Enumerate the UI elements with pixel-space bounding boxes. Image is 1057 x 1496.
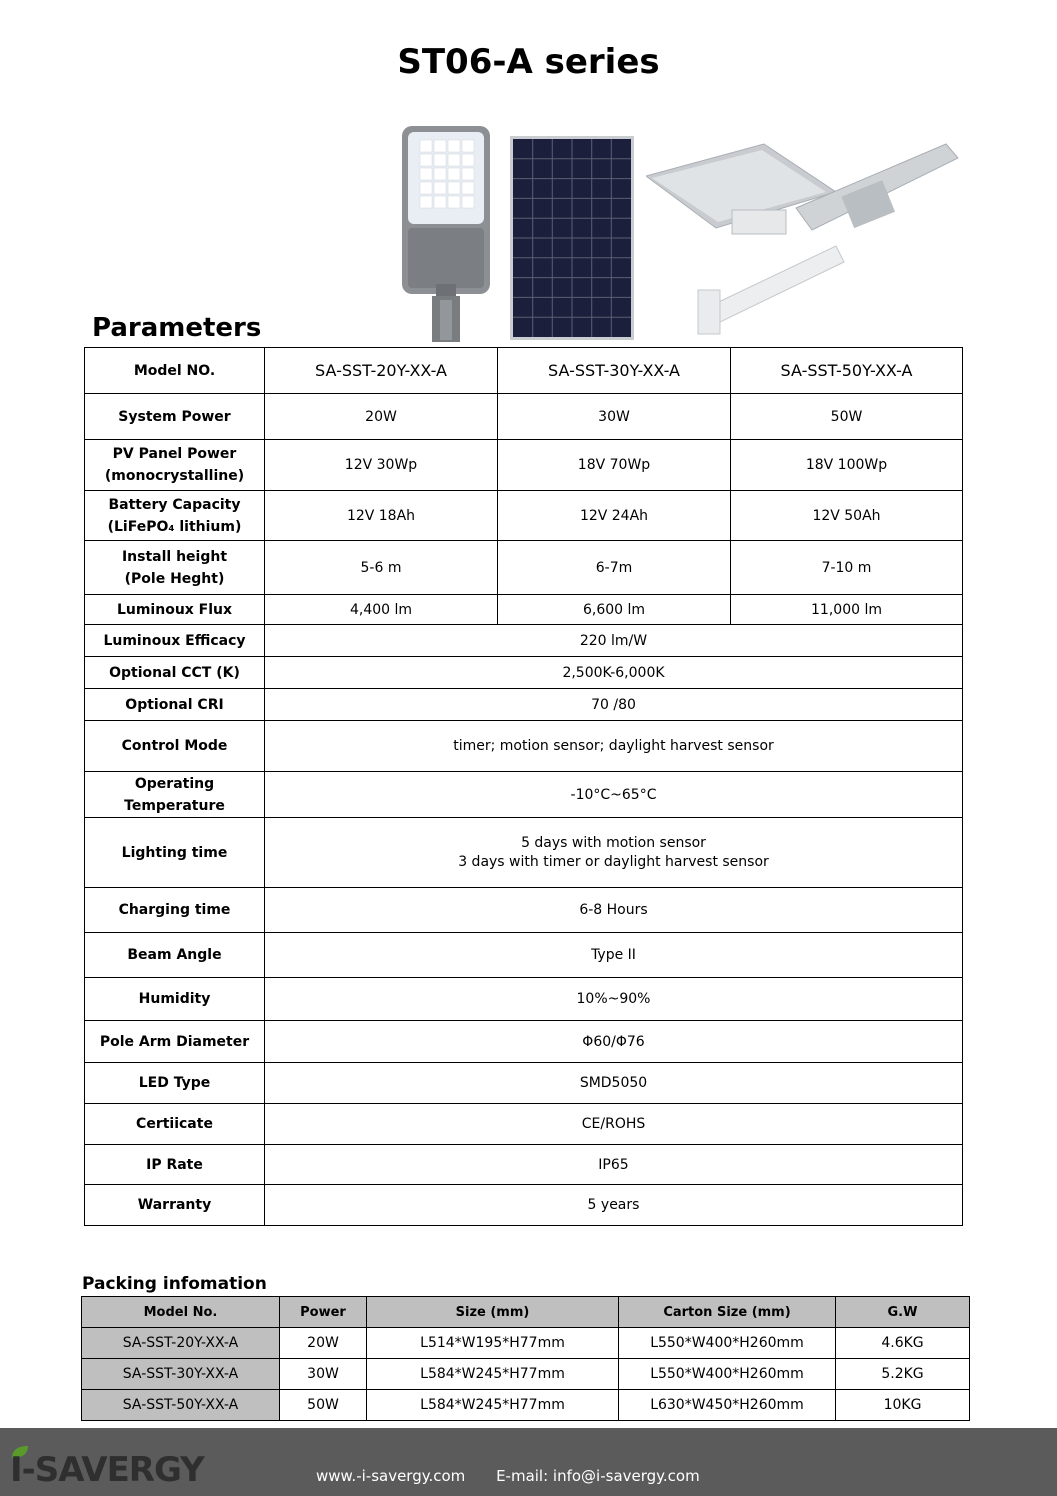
table-row	[85, 1185, 963, 1226]
luminous-flux-label: Luminoux Flux	[85, 595, 265, 625]
table-row	[85, 541, 963, 595]
table-row	[85, 689, 963, 721]
battery-label-line2: (LiFePO₄ lithium)	[107, 518, 242, 535]
table-row	[85, 772, 963, 818]
system-power-value: 20W	[265, 394, 498, 440]
system-power-label: System Power	[85, 394, 265, 440]
model-30y: SA-SST-30Y-XX-A	[498, 348, 731, 394]
table-row	[85, 440, 963, 491]
charging-time-value: 6-8 Hours	[265, 888, 963, 933]
pv-panel-label-line2: (monocrystalline)	[104, 468, 245, 484]
table-row	[85, 1021, 963, 1063]
led-type-label: LED Type	[85, 1063, 265, 1104]
packing-gw: 4.6KG	[836, 1328, 970, 1359]
table-row	[85, 978, 963, 1021]
packing-carton: L630*W450*H260mm	[619, 1390, 836, 1421]
table-row	[85, 1063, 963, 1104]
solar-panel-image	[510, 136, 634, 340]
lamp-head-image	[398, 124, 494, 344]
company-logo: I-SAVERGY	[10, 1450, 204, 1490]
packing-header-gw: G.W	[836, 1297, 970, 1328]
lighting-time-line2: 3 days with timer or daylight harvest sensor	[458, 853, 769, 870]
table-row	[85, 888, 963, 933]
packing-size: L514*W195*H77mm	[367, 1328, 619, 1359]
table-row	[85, 657, 963, 689]
footer-contact	[316, 1467, 726, 1485]
pv-panel-value: 18V 70Wp	[498, 440, 731, 491]
table-row	[85, 818, 963, 888]
cct-value: 2,500K-6,000K	[265, 657, 963, 689]
ip-rate-label: IP Rate	[85, 1145, 265, 1185]
system-power-value: 30W	[498, 394, 731, 440]
packing-power: 50W	[280, 1390, 367, 1421]
luminous-flux-value: 6,600 lm	[498, 595, 731, 625]
model-50y: SA-SST-50Y-XX-A	[731, 348, 963, 394]
packing-size: L584*W245*H77mm	[367, 1359, 619, 1390]
ip-rate-value: IP65	[265, 1145, 963, 1185]
packing-header-power: Power	[280, 1297, 367, 1328]
battery-value: 12V 24Ah	[498, 491, 731, 541]
warranty-value: 5 years	[265, 1185, 963, 1226]
packing-table	[81, 1296, 970, 1421]
table-row	[85, 491, 963, 541]
cri-label: Optional CRI	[85, 689, 265, 721]
luminous-flux-value: 4,400 lm	[265, 595, 498, 625]
table-row	[85, 1104, 963, 1145]
table-row	[85, 721, 963, 772]
packing-carton: L550*W400*H260mm	[619, 1359, 836, 1390]
parameters-heading: Parameters	[92, 313, 262, 343]
table-row	[85, 625, 963, 657]
cct-label: Optional CCT (K)	[85, 657, 265, 689]
packing-header-carton: Carton Size (mm)	[619, 1297, 836, 1328]
certificate-label: Certiicate	[85, 1104, 265, 1145]
operating-temp-value: -10°C~65°C	[265, 772, 963, 818]
charging-time-label: Charging time	[85, 888, 265, 933]
packing-model: SA-SST-50Y-XX-A	[82, 1390, 280, 1421]
humidity-label: Humidity	[85, 978, 265, 1021]
packing-model: SA-SST-20Y-XX-A	[82, 1328, 280, 1359]
install-height-label	[85, 541, 265, 595]
pole-arm-label: Pole Arm Diameter	[85, 1021, 265, 1063]
packing-header-size: Size (mm)	[367, 1297, 619, 1328]
beam-angle-value: Type II	[265, 933, 963, 978]
packing-size: L584*W245*H77mm	[367, 1390, 619, 1421]
table-row	[85, 1145, 963, 1185]
assembled-light-image	[646, 138, 960, 338]
website-link[interactable]: www.-i-savergy.com	[316, 1467, 466, 1485]
packing-power: 20W	[280, 1328, 367, 1359]
table-row	[82, 1390, 970, 1421]
pv-panel-label	[85, 440, 265, 491]
pole-arm-value: Φ60/Φ76	[265, 1021, 963, 1063]
packing-header-row	[82, 1297, 970, 1328]
install-height-value: 5-6 m	[265, 541, 498, 595]
certificate-value: CE/ROHS	[265, 1104, 963, 1145]
beam-angle-label: Beam Angle	[85, 933, 265, 978]
model-20y: SA-SST-20Y-XX-A	[265, 348, 498, 394]
install-height-value: 7-10 m	[731, 541, 963, 595]
table-row	[85, 595, 963, 625]
footer-bar	[0, 1428, 1057, 1496]
led-type-value: SMD5050	[265, 1063, 963, 1104]
lighting-time-line1: 5 days with motion sensor	[521, 834, 706, 851]
luminous-efficacy-label: Luminoux Efficacy	[85, 625, 265, 657]
table-row	[85, 348, 963, 394]
warranty-label: Warranty	[85, 1185, 265, 1226]
packing-gw: 5.2KG	[836, 1359, 970, 1390]
system-power-value: 50W	[731, 394, 963, 440]
table-row	[85, 394, 963, 440]
lighting-time-label: Lighting time	[85, 818, 265, 888]
model-label: Model NO.	[85, 348, 265, 394]
luminous-efficacy-value: 220 lm/W	[265, 625, 963, 657]
humidity-value: 10%~90%	[265, 978, 963, 1021]
table-row	[82, 1359, 970, 1390]
pv-panel-value: 18V 100Wp	[731, 440, 963, 491]
page-title: ST06-A series	[397, 42, 660, 82]
control-mode-label: Control Mode	[85, 721, 265, 772]
control-mode-value: timer; motion sensor; daylight harvest sensor	[265, 721, 963, 772]
battery-label-line1: Battery Capacity	[108, 496, 241, 513]
luminous-flux-value: 11,000 lm	[731, 595, 963, 625]
battery-value: 12V 50Ah	[731, 491, 963, 541]
email-link[interactable]: E-mail: info@i-savergy.com	[496, 1467, 700, 1485]
lighting-time-value	[265, 818, 963, 888]
table-row	[82, 1328, 970, 1359]
table-row	[85, 933, 963, 978]
packing-header-model: Model No.	[82, 1297, 280, 1328]
packing-heading: Packing infomation	[82, 1274, 267, 1294]
packing-power: 30W	[280, 1359, 367, 1390]
battery-value: 12V 18Ah	[265, 491, 498, 541]
operating-temp-label: Operating Temperature	[85, 772, 265, 818]
pv-panel-label-line1: PV Panel Power	[112, 446, 237, 462]
packing-carton: L550*W400*H260mm	[619, 1328, 836, 1359]
specification-table	[84, 347, 963, 1226]
cri-value: 70 /80	[265, 689, 963, 721]
pv-panel-value: 12V 30Wp	[265, 440, 498, 491]
product-images	[390, 118, 970, 348]
packing-gw: 10KG	[836, 1390, 970, 1421]
install-height-label-line2: (Pole Heght)	[124, 570, 225, 587]
install-height-value: 6-7m	[498, 541, 731, 595]
battery-label	[85, 491, 265, 541]
install-height-label-line1: Install height	[121, 548, 228, 565]
packing-model: SA-SST-30Y-XX-A	[82, 1359, 280, 1390]
